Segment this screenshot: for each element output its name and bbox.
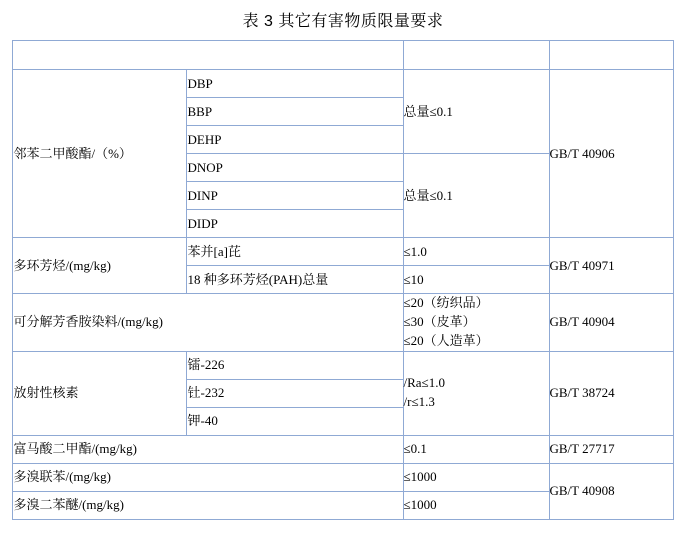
limit-line: /Ra≤1.0 — [403, 375, 445, 391]
item-label: 镭-226 — [187, 351, 403, 379]
item-label: DNOP — [187, 154, 403, 182]
table-row — [13, 435, 673, 463]
table-row — [13, 463, 673, 491]
method-value: GB/T 40904 — [549, 294, 673, 352]
method-value: GB/T 27717 — [549, 435, 673, 463]
limit-value: 总量≤0.1 — [403, 70, 549, 154]
limit-value-multiline — [403, 294, 549, 352]
item-label: DIDP — [187, 210, 403, 238]
table-row — [13, 294, 673, 352]
hazardous-substance-limits-table — [12, 40, 673, 520]
table-row — [13, 70, 673, 98]
header-method: 试验方法 — [549, 41, 673, 70]
method-value: GB/T 38724 — [549, 351, 673, 435]
header-item: 项目 — [13, 41, 403, 70]
limit-value: ≤1000 — [403, 491, 549, 519]
item-label: 钍-232 — [187, 379, 403, 407]
group-label-aromatic-amines: 可分解芳香胺染料/(mg/kg) — [13, 294, 403, 352]
limit-line: ≤20（人造革） — [403, 332, 489, 348]
limit-value: ≤1000 — [403, 463, 549, 491]
method-value: GB/T 40906 — [549, 70, 673, 238]
table-caption: 表 3 其它有害物质限量要求 — [242, 13, 444, 30]
group-label-dimethyl-fumarate: 富马酸二甲酯/(mg/kg) — [13, 435, 403, 463]
limit-value: ≤0.1 — [403, 435, 549, 463]
limit-line: ≤30（皮革） — [403, 313, 476, 329]
header-limit: 限量值 — [403, 41, 549, 70]
method-value: GB/T 40908 — [549, 463, 673, 519]
limit-line: /r≤1.3 — [403, 394, 435, 410]
limit-line: ≤20（纺织品） — [403, 295, 489, 310]
method-value: GB/T 40971 — [549, 238, 673, 294]
item-label: DBP — [187, 70, 403, 98]
limit-value-multiline — [403, 351, 549, 435]
group-label-radionuclides: 放射性核素 — [13, 351, 187, 435]
item-label: 钾-40 — [187, 407, 403, 435]
table-row — [13, 351, 673, 379]
item-label: DEHP — [187, 126, 403, 154]
group-label-pbb: 多溴联苯/(mg/kg) — [13, 463, 403, 491]
limit-value: 总量≤0.1 — [403, 154, 549, 238]
table-header-row — [13, 41, 673, 70]
item-label: 18 种多环芳烃(PAH)总量 — [187, 266, 403, 294]
group-label-pbde: 多溴二苯醚/(mg/kg) — [13, 491, 403, 519]
item-label: BBP — [187, 98, 403, 126]
group-label-pah: 多环芳烃/(mg/kg) — [13, 238, 187, 294]
item-label: 苯并[a]芘 — [187, 238, 403, 266]
group-label-phthalates: 邻苯二甲酸酯/（%） — [13, 70, 187, 238]
table-row — [13, 238, 673, 266]
item-label: DINP — [187, 182, 403, 210]
limit-value: ≤1.0 — [403, 238, 549, 266]
limit-value: ≤10 — [403, 266, 549, 294]
